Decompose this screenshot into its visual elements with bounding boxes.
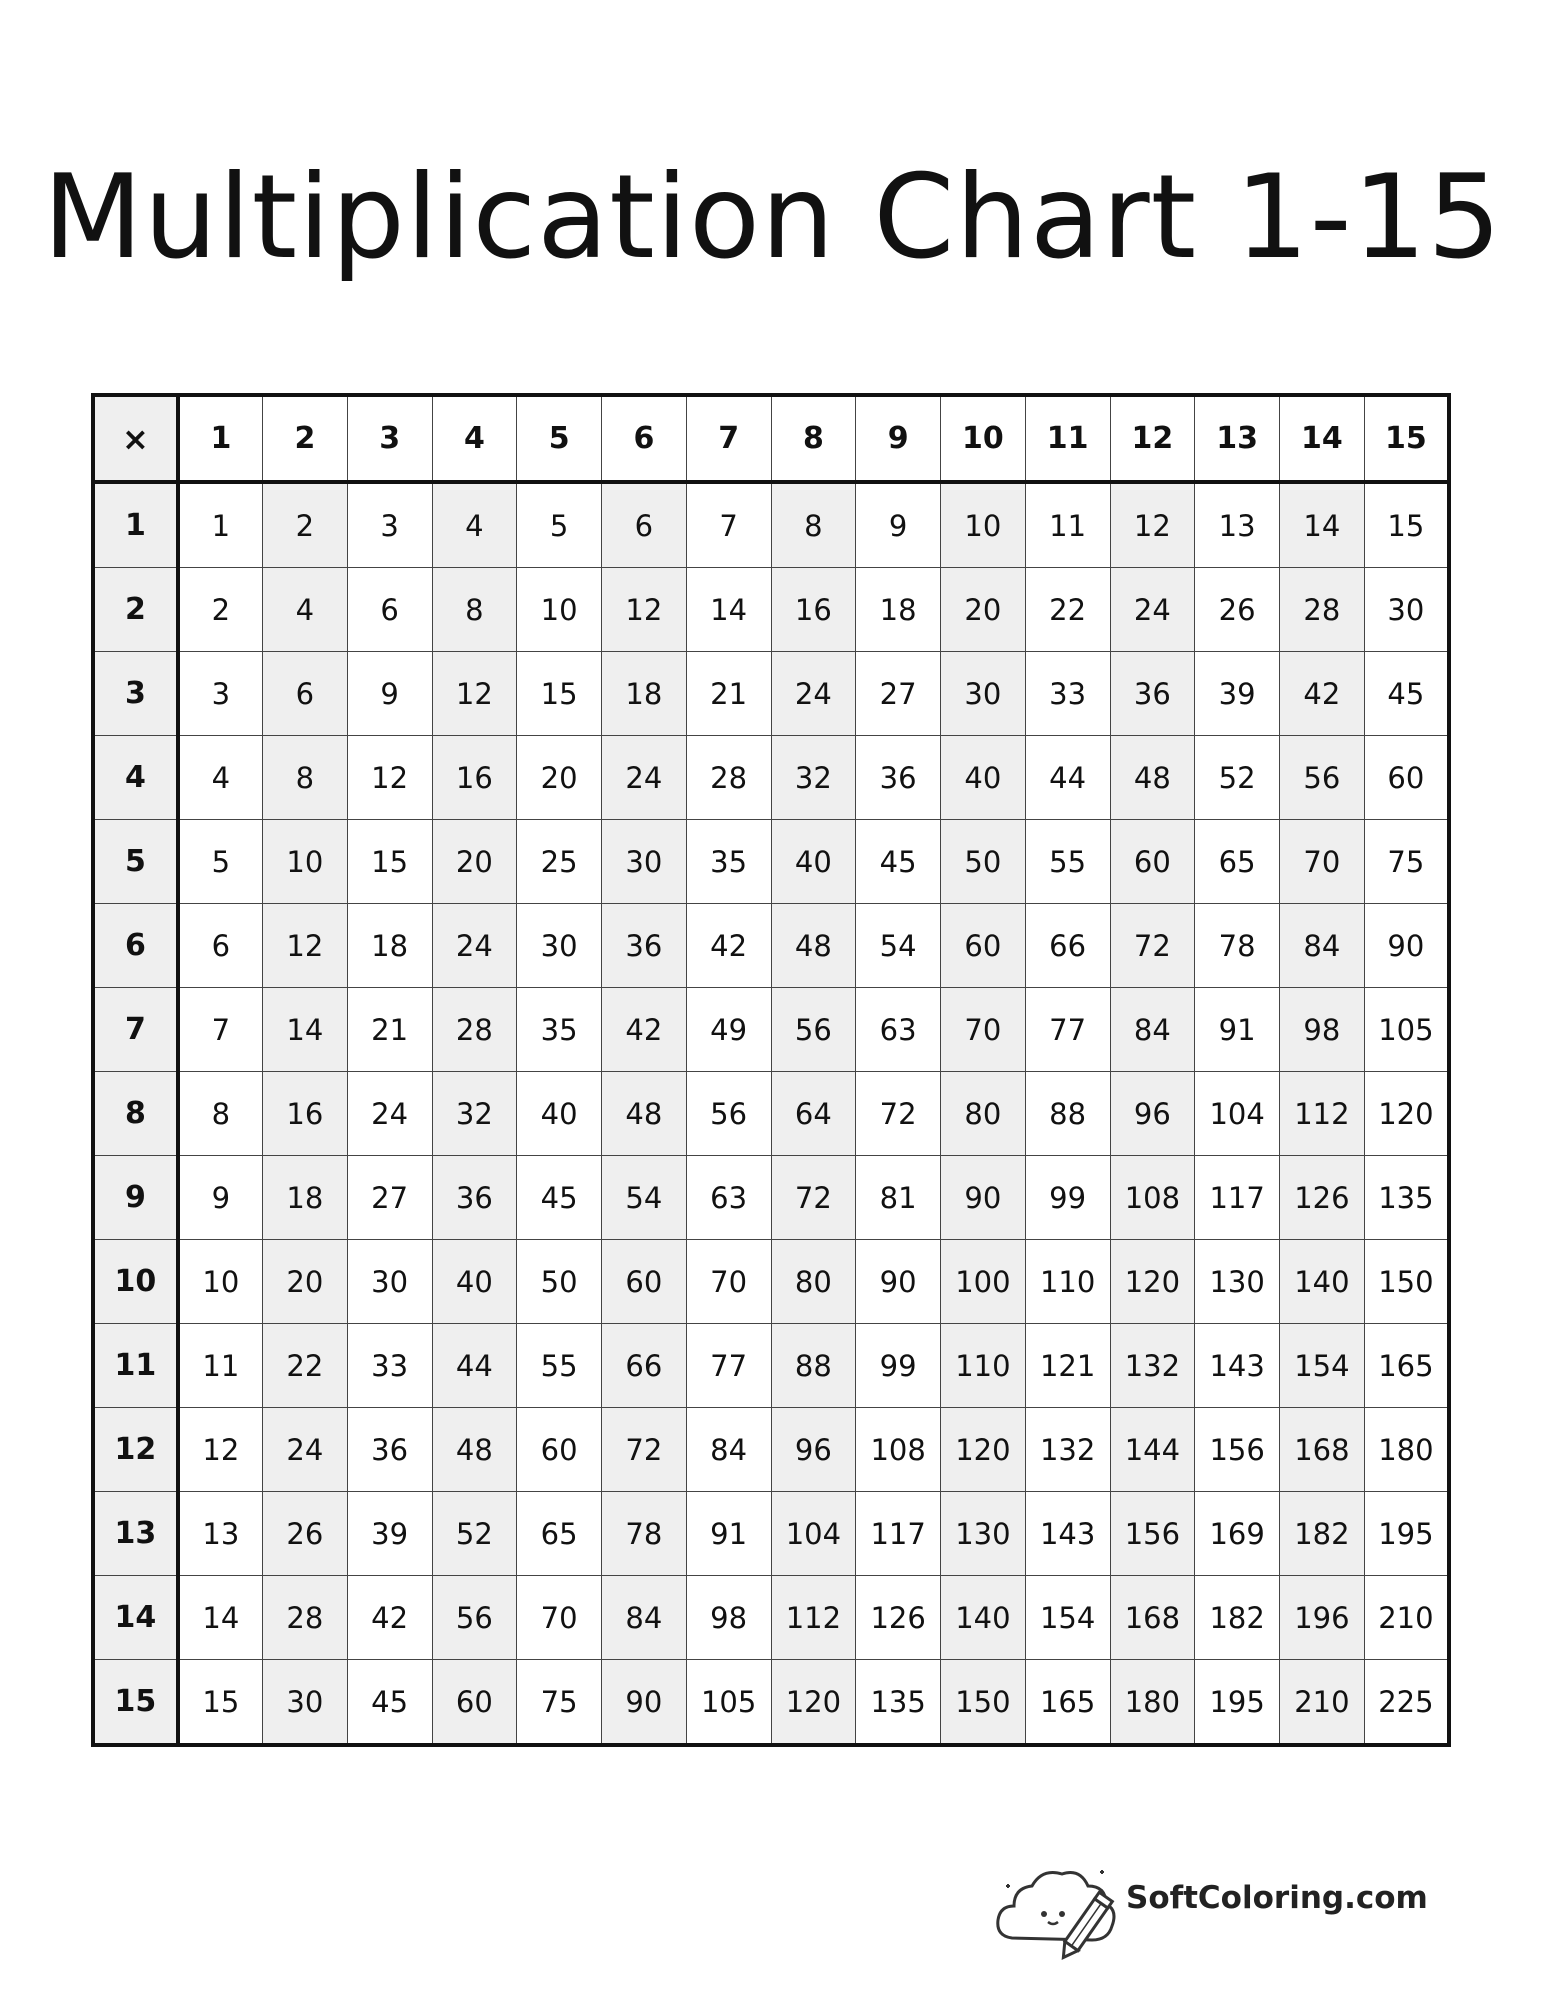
product-cell: 140 bbox=[1280, 1240, 1365, 1324]
row-header: 10 bbox=[93, 1240, 178, 1324]
product-cell: 150 bbox=[941, 1660, 1026, 1746]
product-cell: 165 bbox=[1364, 1324, 1449, 1408]
product-cell: 70 bbox=[686, 1240, 771, 1324]
product-cell: 63 bbox=[856, 988, 941, 1072]
product-cell: 120 bbox=[771, 1660, 856, 1746]
product-cell: 13 bbox=[178, 1492, 263, 1576]
product-cell: 42 bbox=[347, 1576, 432, 1660]
product-cell: 24 bbox=[771, 652, 856, 736]
product-cell: 2 bbox=[178, 568, 263, 652]
product-cell: 21 bbox=[686, 652, 771, 736]
product-cell: 35 bbox=[517, 988, 602, 1072]
product-cell: 90 bbox=[856, 1240, 941, 1324]
product-cell: 50 bbox=[517, 1240, 602, 1324]
column-header: 5 bbox=[517, 395, 602, 482]
product-cell: 132 bbox=[1025, 1408, 1110, 1492]
table-row bbox=[93, 1576, 1449, 1660]
product-cell: 121 bbox=[1025, 1324, 1110, 1408]
header-row bbox=[93, 395, 1449, 482]
product-cell: 44 bbox=[1025, 736, 1110, 820]
column-header: 7 bbox=[686, 395, 771, 482]
product-cell: 110 bbox=[941, 1324, 1026, 1408]
product-cell: 54 bbox=[602, 1156, 687, 1240]
table-row bbox=[93, 568, 1449, 652]
product-cell: 154 bbox=[1025, 1576, 1110, 1660]
product-cell: 168 bbox=[1280, 1408, 1365, 1492]
product-cell: 60 bbox=[1110, 820, 1195, 904]
product-cell: 91 bbox=[686, 1492, 771, 1576]
product-cell: 30 bbox=[941, 652, 1026, 736]
product-cell: 120 bbox=[1364, 1072, 1449, 1156]
product-cell: 96 bbox=[771, 1408, 856, 1492]
product-cell: 40 bbox=[771, 820, 856, 904]
row-header: 12 bbox=[93, 1408, 178, 1492]
product-cell: 180 bbox=[1110, 1660, 1195, 1746]
product-cell: 11 bbox=[1025, 482, 1110, 568]
product-cell: 14 bbox=[178, 1576, 263, 1660]
product-cell: 14 bbox=[263, 988, 348, 1072]
row-header: 14 bbox=[93, 1576, 178, 1660]
product-cell: 18 bbox=[856, 568, 941, 652]
product-cell: 100 bbox=[941, 1240, 1026, 1324]
product-cell: 15 bbox=[517, 652, 602, 736]
table-row bbox=[93, 1156, 1449, 1240]
row-header: 7 bbox=[93, 988, 178, 1072]
product-cell: 63 bbox=[686, 1156, 771, 1240]
product-cell: 30 bbox=[602, 820, 687, 904]
product-cell: 81 bbox=[856, 1156, 941, 1240]
product-cell: 9 bbox=[856, 482, 941, 568]
product-cell: 52 bbox=[1195, 736, 1280, 820]
cloud-pencil-icon bbox=[992, 1858, 1122, 1968]
product-cell: 84 bbox=[1110, 988, 1195, 1072]
product-cell: 154 bbox=[1280, 1324, 1365, 1408]
product-cell: 135 bbox=[856, 1660, 941, 1746]
row-header: 4 bbox=[93, 736, 178, 820]
table-row bbox=[93, 736, 1449, 820]
product-cell: 30 bbox=[347, 1240, 432, 1324]
product-cell: 27 bbox=[347, 1156, 432, 1240]
product-cell: 24 bbox=[432, 904, 517, 988]
product-cell: 18 bbox=[263, 1156, 348, 1240]
column-header: 8 bbox=[771, 395, 856, 482]
row-header: 8 bbox=[93, 1072, 178, 1156]
product-cell: 180 bbox=[1364, 1408, 1449, 1492]
table-row bbox=[93, 1408, 1449, 1492]
multiplication-table bbox=[91, 393, 1451, 1747]
product-cell: 6 bbox=[347, 568, 432, 652]
product-cell: 12 bbox=[263, 904, 348, 988]
product-cell: 130 bbox=[941, 1492, 1026, 1576]
product-cell: 24 bbox=[263, 1408, 348, 1492]
product-cell: 8 bbox=[432, 568, 517, 652]
product-cell: 9 bbox=[178, 1156, 263, 1240]
product-cell: 5 bbox=[517, 482, 602, 568]
product-cell: 10 bbox=[941, 482, 1026, 568]
product-cell: 1 bbox=[178, 482, 263, 568]
product-cell: 36 bbox=[432, 1156, 517, 1240]
product-cell: 24 bbox=[602, 736, 687, 820]
column-header: 3 bbox=[347, 395, 432, 482]
product-cell: 28 bbox=[263, 1576, 348, 1660]
product-cell: 72 bbox=[602, 1408, 687, 1492]
column-header: 14 bbox=[1280, 395, 1365, 482]
product-cell: 55 bbox=[1025, 820, 1110, 904]
column-header: 6 bbox=[602, 395, 687, 482]
product-cell: 32 bbox=[432, 1072, 517, 1156]
product-cell: 3 bbox=[347, 482, 432, 568]
product-cell: 30 bbox=[517, 904, 602, 988]
table-row bbox=[93, 1072, 1449, 1156]
product-cell: 144 bbox=[1110, 1408, 1195, 1492]
product-cell: 36 bbox=[347, 1408, 432, 1492]
product-cell: 28 bbox=[686, 736, 771, 820]
product-cell: 143 bbox=[1195, 1324, 1280, 1408]
product-cell: 8 bbox=[178, 1072, 263, 1156]
product-cell: 7 bbox=[686, 482, 771, 568]
product-cell: 48 bbox=[432, 1408, 517, 1492]
column-header: 4 bbox=[432, 395, 517, 482]
product-cell: 35 bbox=[686, 820, 771, 904]
column-header: 9 bbox=[856, 395, 941, 482]
product-cell: 104 bbox=[1195, 1072, 1280, 1156]
product-cell: 56 bbox=[1280, 736, 1365, 820]
product-cell: 42 bbox=[602, 988, 687, 1072]
product-cell: 42 bbox=[686, 904, 771, 988]
product-cell: 117 bbox=[1195, 1156, 1280, 1240]
product-cell: 126 bbox=[856, 1576, 941, 1660]
product-cell: 27 bbox=[856, 652, 941, 736]
product-cell: 48 bbox=[771, 904, 856, 988]
product-cell: 72 bbox=[856, 1072, 941, 1156]
product-cell: 88 bbox=[1025, 1072, 1110, 1156]
product-cell: 56 bbox=[771, 988, 856, 1072]
product-cell: 80 bbox=[771, 1240, 856, 1324]
product-cell: 10 bbox=[178, 1240, 263, 1324]
product-cell: 48 bbox=[602, 1072, 687, 1156]
product-cell: 54 bbox=[856, 904, 941, 988]
product-cell: 45 bbox=[347, 1660, 432, 1746]
product-cell: 156 bbox=[1195, 1408, 1280, 1492]
product-cell: 55 bbox=[517, 1324, 602, 1408]
product-cell: 98 bbox=[1280, 988, 1365, 1072]
product-cell: 210 bbox=[1280, 1660, 1365, 1746]
product-cell: 4 bbox=[432, 482, 517, 568]
product-cell: 168 bbox=[1110, 1576, 1195, 1660]
product-cell: 6 bbox=[602, 482, 687, 568]
table-row bbox=[93, 652, 1449, 736]
product-cell: 16 bbox=[771, 568, 856, 652]
table-row bbox=[93, 1660, 1449, 1746]
product-cell: 45 bbox=[517, 1156, 602, 1240]
product-cell: 12 bbox=[602, 568, 687, 652]
product-cell: 60 bbox=[432, 1660, 517, 1746]
brand-watermark bbox=[992, 1858, 1428, 1968]
product-cell: 70 bbox=[941, 988, 1026, 1072]
multiplication-chart bbox=[91, 393, 1451, 1733]
product-cell: 44 bbox=[432, 1324, 517, 1408]
product-cell: 48 bbox=[1110, 736, 1195, 820]
product-cell: 36 bbox=[856, 736, 941, 820]
product-cell: 7 bbox=[178, 988, 263, 1072]
product-cell: 75 bbox=[1364, 820, 1449, 904]
product-cell: 156 bbox=[1110, 1492, 1195, 1576]
product-cell: 60 bbox=[602, 1240, 687, 1324]
product-cell: 70 bbox=[517, 1576, 602, 1660]
product-cell: 80 bbox=[941, 1072, 1026, 1156]
product-cell: 140 bbox=[941, 1576, 1026, 1660]
product-cell: 4 bbox=[178, 736, 263, 820]
product-cell: 14 bbox=[1280, 482, 1365, 568]
table-row bbox=[93, 1240, 1449, 1324]
product-cell: 20 bbox=[263, 1240, 348, 1324]
product-cell: 112 bbox=[1280, 1072, 1365, 1156]
row-header: 3 bbox=[93, 652, 178, 736]
row-header: 6 bbox=[93, 904, 178, 988]
product-cell: 12 bbox=[432, 652, 517, 736]
column-header: 15 bbox=[1364, 395, 1449, 482]
row-header: 2 bbox=[93, 568, 178, 652]
product-cell: 77 bbox=[1025, 988, 1110, 1072]
product-cell: 66 bbox=[1025, 904, 1110, 988]
product-cell: 130 bbox=[1195, 1240, 1280, 1324]
product-cell: 21 bbox=[347, 988, 432, 1072]
product-cell: 99 bbox=[856, 1324, 941, 1408]
product-cell: 126 bbox=[1280, 1156, 1365, 1240]
product-cell: 36 bbox=[1110, 652, 1195, 736]
product-cell: 6 bbox=[263, 652, 348, 736]
corner-symbol: × bbox=[93, 395, 178, 482]
product-cell: 40 bbox=[941, 736, 1026, 820]
row-header: 15 bbox=[93, 1660, 178, 1746]
product-cell: 40 bbox=[432, 1240, 517, 1324]
product-cell: 99 bbox=[1025, 1156, 1110, 1240]
product-cell: 72 bbox=[1110, 904, 1195, 988]
product-cell: 39 bbox=[347, 1492, 432, 1576]
product-cell: 12 bbox=[178, 1408, 263, 1492]
product-cell: 45 bbox=[1364, 652, 1449, 736]
product-cell: 18 bbox=[602, 652, 687, 736]
product-cell: 33 bbox=[1025, 652, 1110, 736]
product-cell: 32 bbox=[771, 736, 856, 820]
table-body bbox=[93, 482, 1449, 1745]
column-header: 2 bbox=[263, 395, 348, 482]
product-cell: 60 bbox=[517, 1408, 602, 1492]
product-cell: 26 bbox=[263, 1492, 348, 1576]
product-cell: 20 bbox=[517, 736, 602, 820]
product-cell: 10 bbox=[263, 820, 348, 904]
product-cell: 45 bbox=[856, 820, 941, 904]
product-cell: 110 bbox=[1025, 1240, 1110, 1324]
product-cell: 195 bbox=[1364, 1492, 1449, 1576]
product-cell: 28 bbox=[1280, 568, 1365, 652]
product-cell: 13 bbox=[1195, 482, 1280, 568]
product-cell: 104 bbox=[771, 1492, 856, 1576]
product-cell: 90 bbox=[941, 1156, 1026, 1240]
product-cell: 16 bbox=[263, 1072, 348, 1156]
product-cell: 112 bbox=[771, 1576, 856, 1660]
product-cell: 108 bbox=[1110, 1156, 1195, 1240]
product-cell: 25 bbox=[517, 820, 602, 904]
product-cell: 65 bbox=[1195, 820, 1280, 904]
product-cell: 108 bbox=[856, 1408, 941, 1492]
product-cell: 96 bbox=[1110, 1072, 1195, 1156]
product-cell: 18 bbox=[347, 904, 432, 988]
product-cell: 26 bbox=[1195, 568, 1280, 652]
product-cell: 84 bbox=[602, 1576, 687, 1660]
product-cell: 24 bbox=[1110, 568, 1195, 652]
column-header: 1 bbox=[178, 395, 263, 482]
product-cell: 20 bbox=[432, 820, 517, 904]
product-cell: 90 bbox=[602, 1660, 687, 1746]
product-cell: 24 bbox=[347, 1072, 432, 1156]
product-cell: 132 bbox=[1110, 1324, 1195, 1408]
product-cell: 169 bbox=[1195, 1492, 1280, 1576]
product-cell: 3 bbox=[178, 652, 263, 736]
product-cell: 49 bbox=[686, 988, 771, 1072]
product-cell: 75 bbox=[517, 1660, 602, 1746]
product-cell: 22 bbox=[263, 1324, 348, 1408]
product-cell: 120 bbox=[1110, 1240, 1195, 1324]
product-cell: 210 bbox=[1364, 1576, 1449, 1660]
product-cell: 182 bbox=[1195, 1576, 1280, 1660]
table-row bbox=[93, 904, 1449, 988]
product-cell: 30 bbox=[263, 1660, 348, 1746]
product-cell: 120 bbox=[941, 1408, 1026, 1492]
product-cell: 2 bbox=[263, 482, 348, 568]
row-header: 1 bbox=[93, 482, 178, 568]
product-cell: 6 bbox=[178, 904, 263, 988]
column-header: 10 bbox=[941, 395, 1026, 482]
product-cell: 15 bbox=[178, 1660, 263, 1746]
product-cell: 30 bbox=[1364, 568, 1449, 652]
product-cell: 33 bbox=[347, 1324, 432, 1408]
table-row bbox=[93, 988, 1449, 1072]
product-cell: 22 bbox=[1025, 568, 1110, 652]
column-header: 12 bbox=[1110, 395, 1195, 482]
product-cell: 98 bbox=[686, 1576, 771, 1660]
product-cell: 56 bbox=[432, 1576, 517, 1660]
product-cell: 52 bbox=[432, 1492, 517, 1576]
product-cell: 56 bbox=[686, 1072, 771, 1156]
product-cell: 88 bbox=[771, 1324, 856, 1408]
product-cell: 150 bbox=[1364, 1240, 1449, 1324]
product-cell: 5 bbox=[178, 820, 263, 904]
product-cell: 15 bbox=[1364, 482, 1449, 568]
row-header: 13 bbox=[93, 1492, 178, 1576]
product-cell: 16 bbox=[432, 736, 517, 820]
product-cell: 60 bbox=[1364, 736, 1449, 820]
product-cell: 65 bbox=[517, 1492, 602, 1576]
product-cell: 143 bbox=[1025, 1492, 1110, 1576]
column-header: 13 bbox=[1195, 395, 1280, 482]
product-cell: 20 bbox=[941, 568, 1026, 652]
product-cell: 11 bbox=[178, 1324, 263, 1408]
table-row bbox=[93, 482, 1449, 568]
product-cell: 12 bbox=[1110, 482, 1195, 568]
product-cell: 84 bbox=[1280, 904, 1365, 988]
brand-text: SoftColoring.com bbox=[1126, 1880, 1428, 1916]
product-cell: 182 bbox=[1280, 1492, 1365, 1576]
product-cell: 117 bbox=[856, 1492, 941, 1576]
product-cell: 4 bbox=[263, 568, 348, 652]
product-cell: 225 bbox=[1364, 1660, 1449, 1746]
product-cell: 78 bbox=[1195, 904, 1280, 988]
row-header: 5 bbox=[93, 820, 178, 904]
product-cell: 78 bbox=[602, 1492, 687, 1576]
product-cell: 196 bbox=[1280, 1576, 1365, 1660]
product-cell: 50 bbox=[941, 820, 1026, 904]
product-cell: 15 bbox=[347, 820, 432, 904]
product-cell: 66 bbox=[602, 1324, 687, 1408]
table-row bbox=[93, 1492, 1449, 1576]
product-cell: 84 bbox=[686, 1408, 771, 1492]
product-cell: 40 bbox=[517, 1072, 602, 1156]
row-header: 11 bbox=[93, 1324, 178, 1408]
product-cell: 105 bbox=[686, 1660, 771, 1746]
product-cell: 10 bbox=[517, 568, 602, 652]
product-cell: 8 bbox=[263, 736, 348, 820]
product-cell: 72 bbox=[771, 1156, 856, 1240]
product-cell: 8 bbox=[771, 482, 856, 568]
product-cell: 165 bbox=[1025, 1660, 1110, 1746]
product-cell: 70 bbox=[1280, 820, 1365, 904]
product-cell: 90 bbox=[1364, 904, 1449, 988]
product-cell: 14 bbox=[686, 568, 771, 652]
product-cell: 12 bbox=[347, 736, 432, 820]
table-row bbox=[93, 820, 1449, 904]
product-cell: 105 bbox=[1364, 988, 1449, 1072]
product-cell: 39 bbox=[1195, 652, 1280, 736]
product-cell: 64 bbox=[771, 1072, 856, 1156]
product-cell: 195 bbox=[1195, 1660, 1280, 1746]
product-cell: 135 bbox=[1364, 1156, 1449, 1240]
product-cell: 91 bbox=[1195, 988, 1280, 1072]
product-cell: 60 bbox=[941, 904, 1026, 988]
product-cell: 28 bbox=[432, 988, 517, 1072]
table-row bbox=[93, 1324, 1449, 1408]
row-header: 9 bbox=[93, 1156, 178, 1240]
product-cell: 36 bbox=[602, 904, 687, 988]
product-cell: 42 bbox=[1280, 652, 1365, 736]
product-cell: 77 bbox=[686, 1324, 771, 1408]
page-title: Multiplication Chart 1-15 bbox=[42, 150, 1503, 285]
product-cell: 9 bbox=[347, 652, 432, 736]
column-header: 11 bbox=[1025, 395, 1110, 482]
